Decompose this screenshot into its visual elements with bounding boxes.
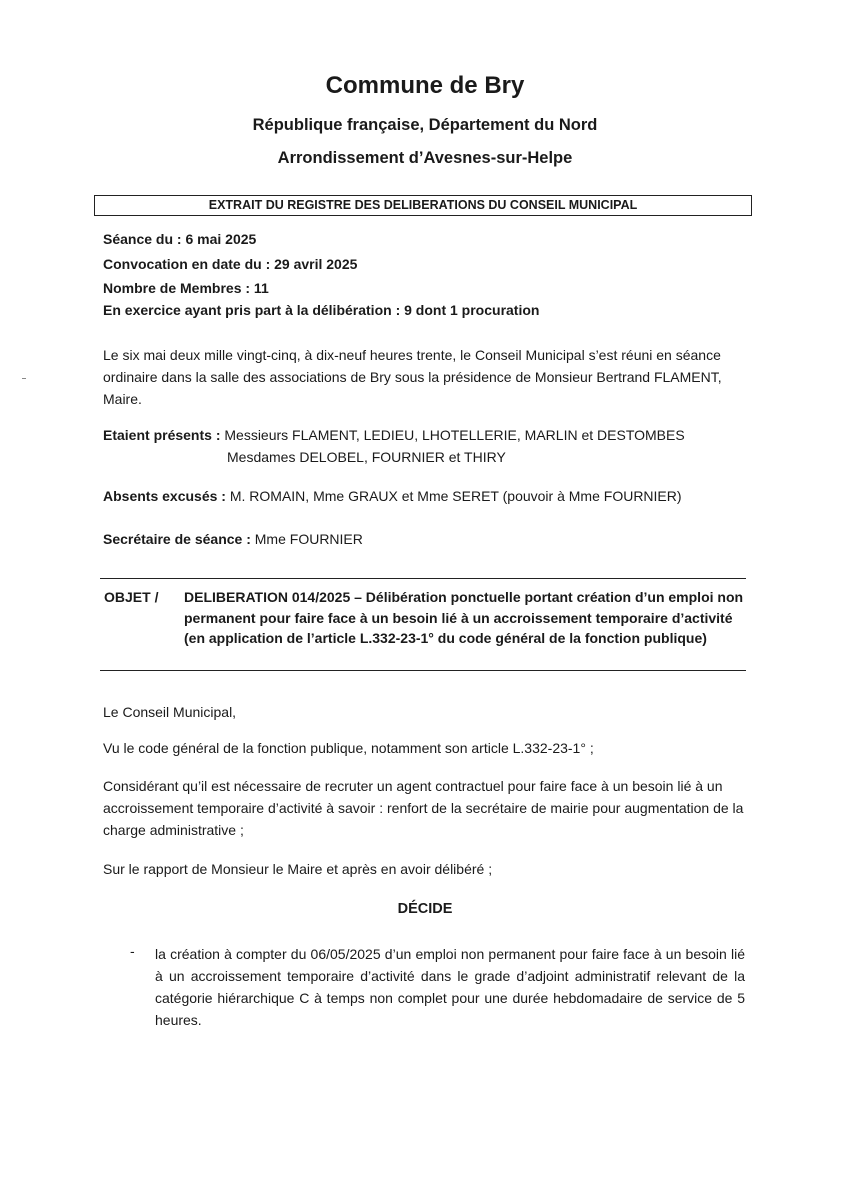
objet-text: DELIBERATION 014/2025 – Délibération ponctuelle portant création d’un emploi non permanent pour faire face à un besoin lié à un accroissement temporaire d’activité (en application de l’article L.332-23-1° du code général de la fonction publique) bbox=[184, 589, 744, 646]
intro-paragraph: Le six mai deux mille vingt-cinq, à dix-neuf heures trente, le Conseil Municipal s’est réuni en séance ordinaire dans la salle des associations de Bry sous la présidence de Monsieur Bertrand FLAMENT, Maire. bbox=[103, 347, 722, 407]
scan-mark bbox=[22, 378, 26, 379]
objet-label: OBJET / bbox=[104, 589, 159, 605]
secretary-label: Secrétaire de séance : bbox=[103, 531, 251, 547]
objet-bottom-rule bbox=[100, 670, 746, 671]
convocation-date: Convocation en date du : 29 avril 2025 bbox=[103, 256, 358, 272]
considerant-paragraph: Considérant qu’il est nécessaire de recruter un agent contractuel pour faire face à un besoin lié à un accroissement temporaire d’activité à savoir : renfort de la secrétaire de mairie pour augmentation de la charge administrative ; bbox=[103, 778, 744, 838]
bullet-dash: - bbox=[130, 943, 135, 959]
secretary-name: Mme FOURNIER bbox=[250, 531, 363, 547]
session-secretary bbox=[103, 528, 746, 550]
arrondissement-subtitle: Arrondissement d’Avesnes-sur-Helpe bbox=[277, 149, 573, 167]
seance-date: Séance du : 6 mai 2025 bbox=[103, 231, 257, 247]
decide-heading: DÉCIDE bbox=[397, 901, 453, 917]
absent-list: M. ROMAIN, Mme GRAUX et Mme SERET (pouvoir à Mme FOURNIER) bbox=[225, 488, 682, 504]
present-messieurs: Messieurs FLAMENT, LEDIEU, LHOTELLERIE, MARLIN et DESTOMBES bbox=[220, 427, 685, 443]
member-count: Nombre de Membres : 11 bbox=[103, 280, 269, 296]
extract-register-box: EXTRAIT DU REGISTRE DES DELIBERATIONS DU CONSEIL MUNICIPAL bbox=[94, 195, 752, 216]
conseil-municipal-line: Le Conseil Municipal, bbox=[103, 704, 237, 720]
absent-members bbox=[103, 485, 746, 507]
republic-department-subtitle: République française, Département du Nord bbox=[252, 116, 598, 134]
participants-count: En exercice ayant pris part à la délibération : 9 dont 1 procuration bbox=[103, 302, 540, 318]
objet-top-rule bbox=[100, 578, 746, 579]
present-members bbox=[103, 424, 746, 468]
present-label: Etaient présents : bbox=[103, 427, 221, 443]
decision-item: la création à compter du 06/05/2025 d’un emploi non permanent pour faire face à un besoin lié à un accroissement temporaire d’activité dans le grade d’adjoint administratif relevant de la catégorie hiérarchique C à temps non complet pour une durée hebdomadaire de service de 5 heures. bbox=[155, 946, 745, 1028]
rapport-paragraph: Sur le rapport de Monsieur le Maire et après en avoir délibéré ; bbox=[103, 861, 493, 877]
vu-paragraph: Vu le code général de la fonction publique, notamment son article L.332-23-1° ; bbox=[103, 740, 594, 756]
commune-title: Commune de Bry bbox=[325, 72, 525, 99]
absent-label: Absents excusés : bbox=[103, 488, 226, 504]
present-mesdames: Mesdames DELOBEL, FOURNIER et THIRY bbox=[227, 449, 506, 465]
